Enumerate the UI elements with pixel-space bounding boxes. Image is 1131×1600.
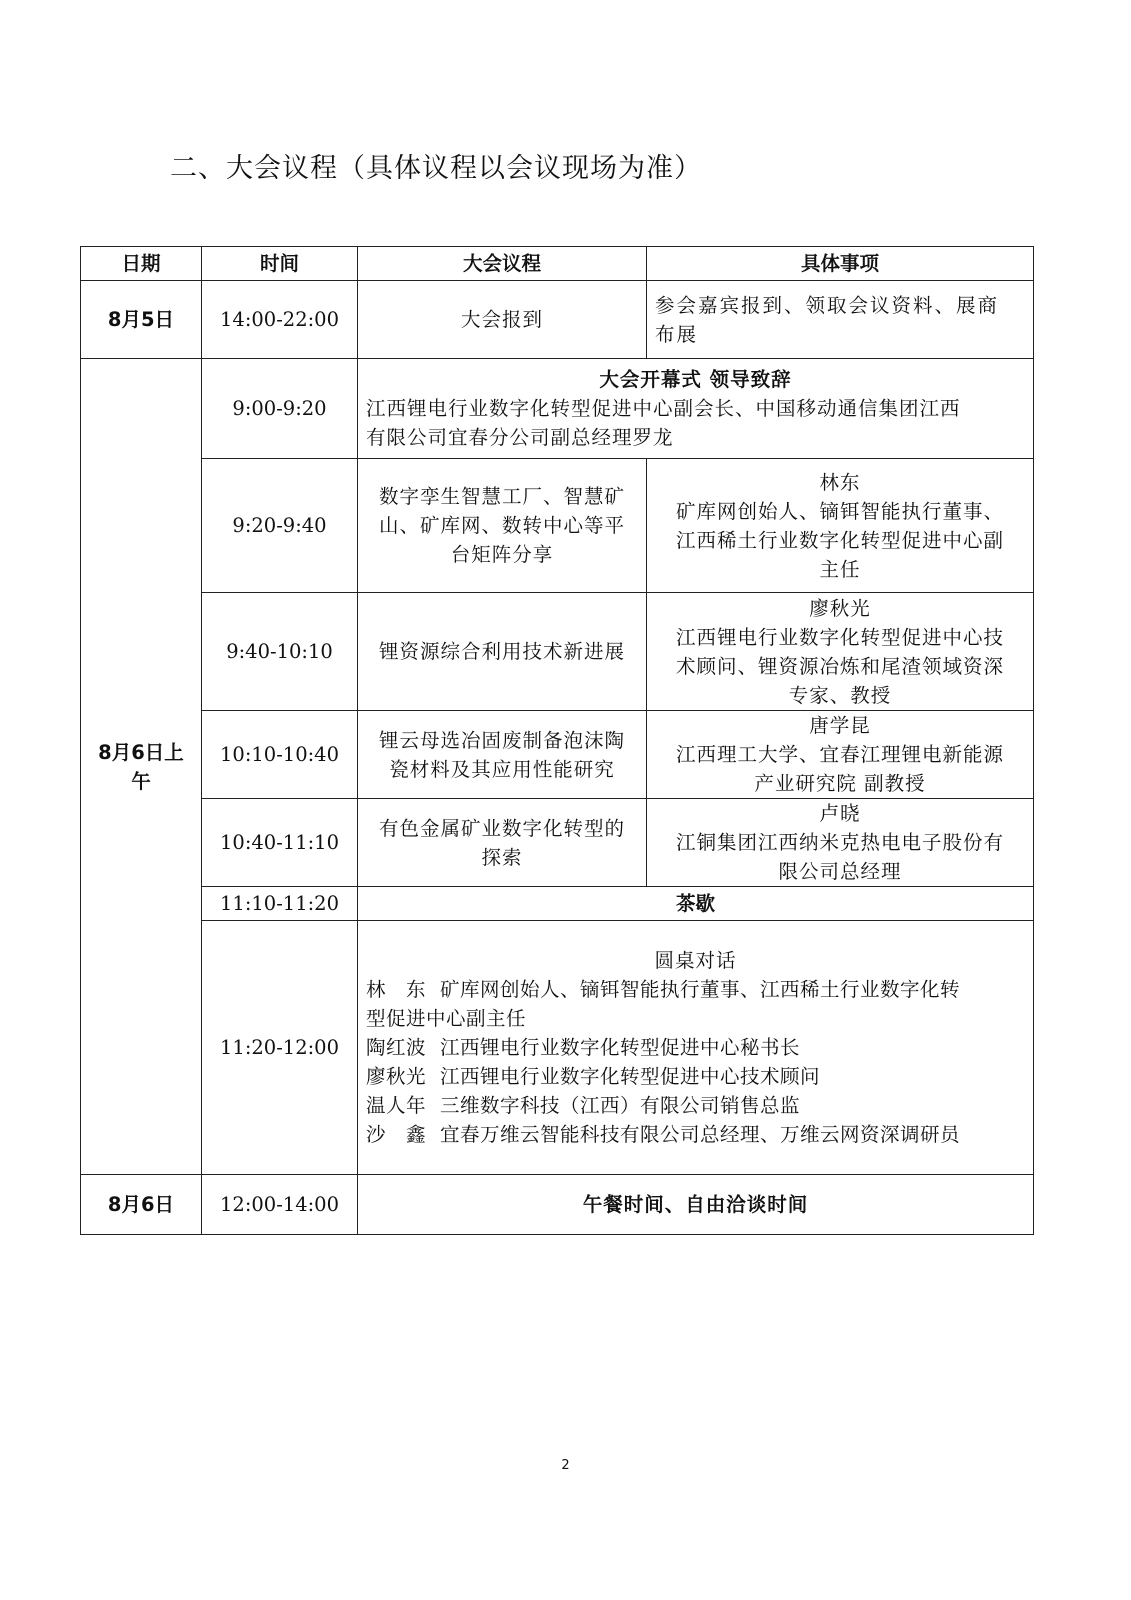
participant-title: 江西锂电行业数字化转型促进中心技术顾问 [440, 1065, 821, 1088]
break-cell: 茶歇 [358, 887, 1034, 921]
speaker-cell [647, 459, 1034, 593]
detail-cell [647, 281, 1034, 359]
date-cell: 8月5日 [81, 281, 202, 359]
topic-line: 锂资源综合利用技术新进展 [378, 640, 625, 663]
roundtable-cell [358, 921, 1034, 1175]
topic-line: 数字孪生智慧工厂、智慧矿 [378, 485, 625, 508]
time-cell: 9:00-9:20 [202, 359, 358, 459]
speaker-cell [647, 799, 1034, 887]
opening-cell [358, 359, 1034, 459]
table-row [81, 359, 1034, 459]
roundtable-entry [366, 1120, 1025, 1149]
header-details: 具体事项 [647, 247, 1034, 281]
speaker-name: 唐学昆 [809, 714, 871, 737]
table-row [81, 711, 1034, 799]
topic-cell [358, 459, 647, 593]
time-cell: 9:40-10:10 [202, 593, 358, 711]
topic-cell [358, 799, 647, 887]
header-agenda: 大会议程 [358, 247, 647, 281]
agenda-table [80, 246, 1034, 1235]
lunch-cell: 午餐时间、自由洽谈时间 [358, 1175, 1034, 1235]
participant-title: 江西锂电行业数字化转型促进中心秘书长 [440, 1036, 801, 1059]
speaker-cell [647, 711, 1034, 799]
header-date: 日期 [81, 247, 202, 281]
speaker-title-line: 江西锂电行业数字化转型促进中心技 [675, 625, 1004, 649]
speaker-cell [647, 593, 1034, 711]
speaker-title-line: 矿库网创始人、镝铒智能执行董事、 [675, 499, 1004, 523]
speaker-title-line: 产业研究院 副教授 [754, 772, 926, 795]
speaker-name: 廖秋光 [809, 596, 871, 620]
speaker-name: 卢晓 [819, 802, 861, 825]
participant-name: 廖秋光 [366, 1065, 427, 1088]
speaker-title-line: 江西稀土行业数字化转型促进中心副 [675, 528, 1004, 552]
time-cell: 14:00-22:00 [202, 281, 358, 359]
day-date-text: 8月6日上午 [98, 740, 184, 793]
agenda-cell: 大会报到 [358, 281, 647, 359]
participant-title: 三维数字科技（江西）有限公司销售总监 [440, 1094, 801, 1117]
time-cell: 9:20-9:40 [202, 459, 358, 593]
time-cell: 10:10-10:40 [202, 711, 358, 799]
table-row [81, 887, 1034, 921]
speaker-title-line: 限公司总经理 [778, 860, 902, 883]
roundtable-entry-continued: 型促进中心副主任 [366, 1007, 527, 1030]
participant-title: 宜春万维云智能科技有限公司总经理、万维云网资深调研员 [440, 1123, 961, 1146]
time-cell: 12:00-14:00 [202, 1175, 358, 1235]
roundtable-entry [366, 1033, 1025, 1062]
date-cell: 8月6日 [81, 1175, 202, 1235]
speaker-title-line: 主任 [819, 557, 861, 581]
opening-line: 有限公司宜春分公司副总经理罗龙 [366, 426, 674, 449]
time-cell: 11:20-12:00 [202, 921, 358, 1175]
speaker-title-line: 专家、教授 [788, 683, 892, 707]
detail-line: 参会嘉宾报到、领取会议资料、展商 [655, 293, 1000, 317]
roundtable-entry [366, 975, 1025, 1004]
header-time: 时间 [202, 247, 358, 281]
participant-name: 温人年 [366, 1094, 427, 1117]
participant-name: 陶红波 [366, 1036, 427, 1059]
day-date-cell [81, 359, 202, 1175]
participant-title: 矿库网创始人、镝铒智能执行董事、江西稀土行业数字化转 [440, 978, 961, 1001]
speaker-name: 林东 [819, 470, 861, 494]
topic-line: 台矩阵分享 [450, 543, 554, 566]
time-cell: 11:10-11:20 [202, 887, 358, 921]
topic-line: 山、矿库网、数转中心等平 [378, 514, 625, 537]
table-row [81, 921, 1034, 1175]
speaker-title-line: 江西理工大学、宜春江理锂电新能源 [675, 743, 1004, 766]
section-heading: 二、大会议程（具体议程以会议现场为准） [170, 153, 702, 184]
topic-cell [358, 711, 647, 799]
table-row [81, 459, 1034, 593]
topic-line: 瓷材料及其应用性能研究 [389, 757, 615, 781]
table-row [81, 593, 1034, 711]
time-cell: 10:40-11:10 [202, 799, 358, 887]
participant-name: 林 东 [366, 978, 427, 1001]
topic-cell [358, 593, 647, 711]
table-header-row [81, 247, 1034, 281]
opening-title: 大会开幕式 领导致辞 [599, 368, 792, 391]
participant-name: 沙 鑫 [366, 1123, 427, 1146]
table-row [81, 1175, 1034, 1235]
detail-line: 布展 [655, 322, 699, 346]
roundtable-title: 圆桌对话 [654, 949, 737, 972]
roundtable-entry [366, 1091, 1025, 1120]
roundtable-entry [366, 1062, 1025, 1091]
page-number: 2 [561, 1458, 570, 1473]
topic-line: 探索 [481, 845, 523, 869]
table-row [81, 799, 1034, 887]
topic-line: 有色金属矿业数字化转型的 [378, 816, 625, 840]
table-row [81, 281, 1034, 359]
speaker-title-line: 江铜集团江西纳米克热电电子股份有 [675, 831, 1004, 854]
opening-line: 江西锂电行业数字化转型促进中心副会长、中国移动通信集团江西 [366, 397, 961, 420]
topic-line: 锂云母选冶固废制备泡沫陶 [378, 728, 625, 752]
speaker-title-line: 术顾问、锂资源冶炼和尾渣领域资深 [675, 654, 1004, 678]
